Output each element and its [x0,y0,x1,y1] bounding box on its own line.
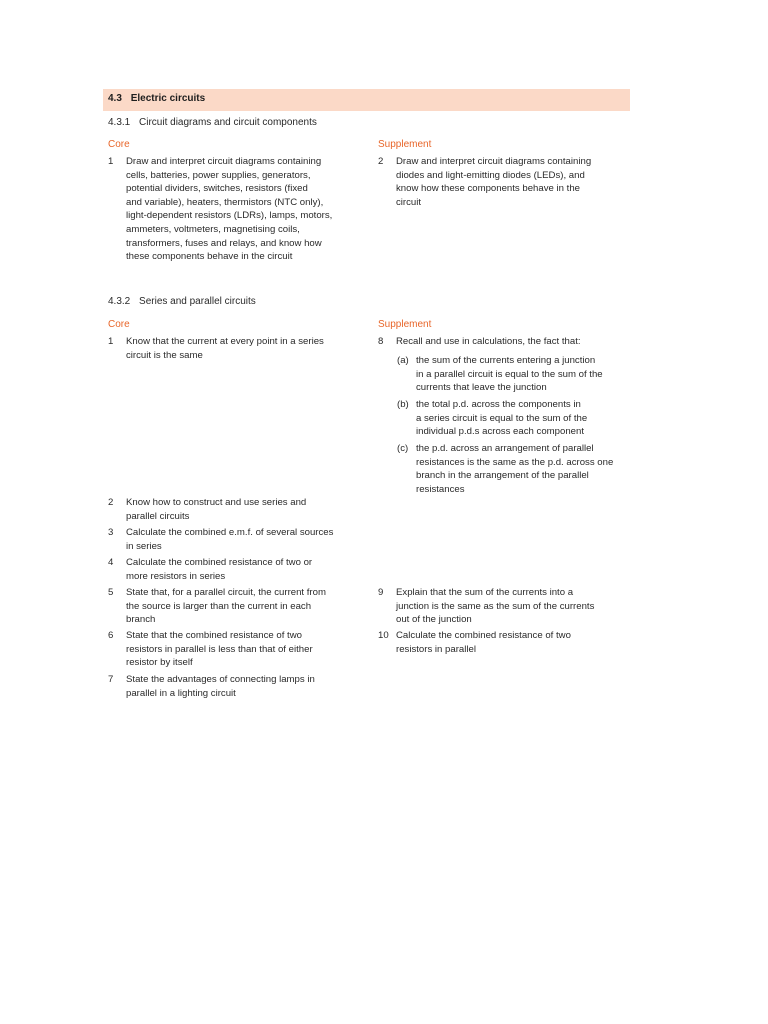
subsection-heading-4-3-2 [108,296,256,307]
text-line: State that, for a parallel circuit, the current from [126,587,326,598]
core-item-6 [108,629,358,673]
text-line: State the advantages of connecting lamps in [126,674,315,685]
core-item-1 [108,335,358,365]
item-number: 4 [108,557,114,568]
text-line: Know how to construct and use series and [126,497,307,508]
text-line: in a parallel circuit is equal to the sum of the [416,368,603,380]
item-text [126,629,313,670]
text-line: and variable), heaters, thermistors (NTC only), [126,196,324,208]
subsection-heading-4-3-1 [108,117,317,128]
text-line: transformers, fuses and relays, and know how [126,237,322,249]
item-number: 7 [108,674,114,685]
text-line: the source is larger than the current in each [126,600,312,612]
item-number: 8 [378,336,384,347]
subsection-number: 4.3.2 [108,296,131,307]
text-line: more resistors in series [126,570,226,582]
item-number: 10 [378,630,389,641]
text-line: Calculate the combined e.m.f. of several sources [126,527,334,538]
core-item-5 [108,586,358,630]
item-text [396,335,581,349]
text-line: light-dependent resistors (LDRs), lamps, motors, [126,210,333,222]
text-line: Draw and interpret circuit diagrams containing [396,156,592,167]
section-heading [103,89,630,111]
text-line: cells, batteries, power supplies, generators, [126,169,311,181]
text-line: a series circuit is equal to the sum of the [416,412,588,424]
text-line: out of the junction [396,614,472,626]
subitem-label: (a) [397,355,409,366]
text-line: diodes and light-emitting diodes (LEDs), and [396,169,585,181]
text-line: the sum of the currents entering a junction [416,355,596,366]
core-item-4 [108,556,358,586]
item-text [126,526,333,553]
subitem-label: (c) [397,443,409,454]
text-line: branch in the arrangement of the parallel [416,470,589,482]
supplement-subitem-c [397,442,629,498]
core-label: Core [108,319,130,330]
item-text [126,496,306,523]
item-text [396,155,591,209]
item-number: 2 [108,497,114,508]
item-text [126,335,324,362]
item-number: 1 [108,336,114,347]
supplement-subitem-a [397,354,629,396]
supplement-label: Supplement [378,319,432,330]
supplement-item-8 [378,335,628,351]
subitem-text [416,398,587,439]
item-text [126,155,332,264]
text-line: Recall and use in calculations, the fact that: [396,336,581,347]
text-line: branch [126,614,156,626]
subitem-text [416,354,603,395]
item-text [126,586,326,627]
text-line: Draw and interpret circuit diagrams containing [126,156,322,167]
section-number: 4.3 [108,93,122,104]
item-number: 1 [108,156,114,167]
text-line: these components behave in the circuit [126,251,293,263]
item-text [126,673,315,700]
subsection-title: Series and parallel circuits [139,296,256,307]
text-line: the p.d. across an arrangement of parallel [416,443,594,454]
item-number: 3 [108,527,114,538]
text-line: Calculate the combined resistance of two [396,630,571,641]
text-line: junction is the same as the sum of the currents [396,600,595,612]
text-line: Know that the current at every point in a series [126,336,324,347]
text-line: resistor by itself [126,657,193,669]
text-line: ammeters, voltmeters, magnetising coils, [126,223,300,235]
supplement-item-10 [378,629,628,659]
item-text [126,556,312,583]
supplement-label: Supplement [378,139,432,150]
text-line: circuit [396,196,422,208]
section-title: Electric circuits [130,93,206,104]
text-line: Explain that the sum of the currents into a [396,587,574,598]
core-item-2 [108,496,358,526]
text-line: potential dividers, switches, resistors (fixed [126,183,308,195]
item-number: 9 [378,587,384,598]
text-line: parallel circuits [126,510,190,522]
text-line: parallel in a lighting circuit [126,687,236,699]
subitem-text [416,442,613,496]
text-line: currents that leave the junction [416,382,547,394]
subitem-label: (b) [397,399,409,410]
text-line: the total p.d. across the components in [416,399,581,410]
core-item-1 [108,155,358,267]
text-line: resistors in parallel [396,643,476,655]
item-text [396,586,594,627]
text-line: resistances [416,483,465,495]
item-number: 6 [108,630,114,641]
supplement-item-2 [378,155,628,215]
text-line: State that the combined resistance of two [126,630,302,641]
supplement-subitem-b [397,398,629,440]
text-line: Calculate the combined resistance of two or [126,557,313,568]
supplement-item-9 [378,586,628,630]
core-item-3 [108,526,358,556]
core-item-7 [108,673,358,703]
subsection-number: 4.3.1 [108,117,131,128]
text-line: resistors in parallel is less than that of either [126,643,313,655]
text-line: circuit is the same [126,349,203,361]
text-line: know how these components behave in the [396,183,581,195]
text-line: in series [126,540,162,552]
core-label: Core [108,139,130,150]
subsection-title: Circuit diagrams and circuit components [139,117,317,128]
text-line: resistances is the same as the p.d. across one [416,456,614,468]
item-number: 5 [108,587,114,598]
item-text [396,629,571,656]
item-number: 2 [378,156,384,167]
text-line: individual p.d.s across each component [416,426,584,438]
